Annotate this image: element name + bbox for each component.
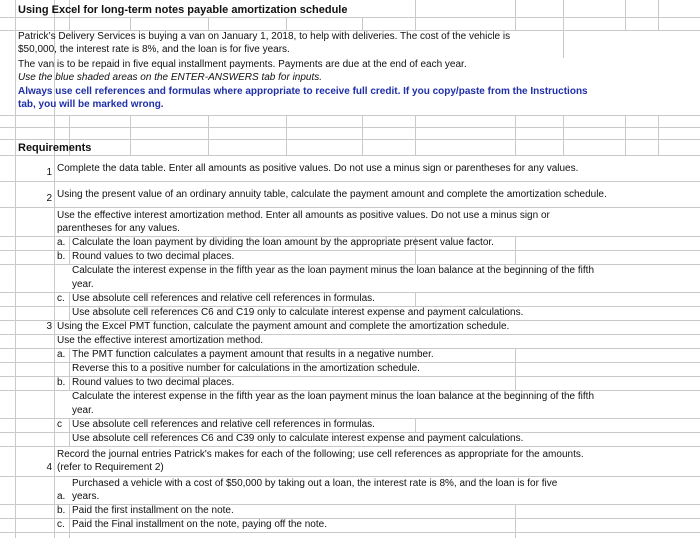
- gridline: [69, 348, 70, 390]
- item-text[interactable]: Use absolute cell references C6 and C19 only to calculate interest expense and payment calculations.: [72, 307, 524, 318]
- gridline: [69, 236, 70, 264]
- gridline: [286, 115, 287, 155]
- gridline: [362, 17, 363, 30]
- warning-text[interactable]: Always use cell references and formulas where appropriate to receive full credit. If you copy/paste from the Instructions: [18, 86, 588, 97]
- requirement-number[interactable]: 1: [46, 167, 52, 178]
- gridline: [563, 0, 564, 30]
- gridline: [658, 0, 659, 30]
- gridline: [415, 0, 416, 30]
- item-text[interactable]: Calculate the loan payment by dividing the loan amount by the appropriate present value factor.: [72, 237, 494, 248]
- warning-text[interactable]: tab, you will be marked wrong.: [18, 99, 164, 110]
- gridline: [515, 115, 516, 155]
- gridline: [625, 0, 626, 30]
- requirement-text[interactable]: Using the Excel PMT function, calculate the payment amount and complete the amortization schedule.: [57, 321, 510, 332]
- requirement-subtext[interactable]: parentheses for any values.: [57, 223, 180, 234]
- item-text[interactable]: Round values to two decimal places.: [72, 251, 235, 262]
- item-label[interactable]: b.: [57, 377, 66, 388]
- gridline: [69, 292, 70, 320]
- gridline: [0, 532, 700, 533]
- gridline: [515, 504, 516, 538]
- sheet-title[interactable]: Using Excel for long-term notes payable amortization schedule: [18, 4, 348, 16]
- gridline: [515, 348, 516, 390]
- gridline: [0, 207, 700, 208]
- item-text[interactable]: Round values to two decimal places.: [72, 377, 235, 388]
- requirement-number[interactable]: 2: [46, 193, 52, 204]
- gridline: [415, 418, 416, 432]
- requirement-subtext[interactable]: Use the effective interest amortization method. Enter all amounts as positive values. Do not use a minus sign or: [57, 210, 550, 221]
- gridline: [0, 139, 700, 140]
- gridline: [658, 115, 659, 155]
- gridline: [0, 181, 700, 182]
- scenario-line[interactable]: $50,000, the interest rate is 8%, and the loan is for five years.: [18, 44, 290, 55]
- item-text[interactable]: Use absolute cell references and relative cell references in formulas.: [72, 419, 375, 430]
- gridline: [515, 0, 516, 30]
- requirement-number[interactable]: 3: [46, 321, 52, 332]
- item-text[interactable]: Calculate the interest expense in the fifth year as the loan payment minus the loan balance at the beginning of the fifth: [72, 391, 595, 402]
- item-text[interactable]: Calculate the interest expense in the fifth year as the loan payment minus the loan balance at the beginning of the fifth: [72, 265, 595, 276]
- gridline: [515, 250, 516, 264]
- requirement-text[interactable]: (refer to Requirement 2): [57, 462, 164, 473]
- gridline: [69, 418, 70, 446]
- gridline: [563, 115, 564, 155]
- item-label[interactable]: b.: [57, 251, 66, 262]
- item-text[interactable]: year.: [72, 405, 94, 416]
- gridline: [415, 292, 416, 306]
- item-text[interactable]: Use absolute cell references and relative cell references in formulas.: [72, 293, 375, 304]
- gridline: [0, 115, 700, 116]
- item-text[interactable]: Use absolute cell references C6 and C39 only to calculate interest expense and payment calculations.: [72, 433, 524, 444]
- scenario-note[interactable]: Use the blue shaded areas on the ENTER-ANSWERS tab for inputs.: [18, 72, 323, 83]
- gridline: [625, 115, 626, 155]
- gridline: [0, 155, 700, 156]
- gridline: [0, 446, 700, 447]
- item-text[interactable]: Paid the Final installment on the note, paying off the note.: [72, 519, 327, 530]
- item-label[interactable]: b.: [57, 505, 66, 516]
- requirement-text[interactable]: Complete the data table. Enter all amounts as positive values. Do not use a minus sign or parentheses for any values.: [57, 163, 579, 174]
- gridline: [15, 0, 16, 538]
- scenario-line[interactable]: The van is to be repaid in five equal installment payments. Payments are due at the end of each year.: [18, 59, 467, 70]
- item-text[interactable]: year.: [72, 279, 94, 290]
- scenario-line[interactable]: Patrick’s Delivery Services is buying a van on January 1, 2018, to help with deliveries. The cost of the vehicle is: [18, 31, 511, 42]
- item-label[interactable]: a.: [57, 349, 66, 360]
- item-text[interactable]: years.: [72, 491, 100, 502]
- item-text[interactable]: The PMT function calculates a payment amount that results in a negative number.: [72, 349, 434, 360]
- gridline: [515, 236, 516, 250]
- gridline: [0, 476, 700, 477]
- item-label[interactable]: c: [57, 419, 62, 430]
- item-text[interactable]: Paid the first installment on the note.: [72, 505, 234, 516]
- gridline: [130, 115, 131, 155]
- item-label[interactable]: a.: [57, 491, 66, 502]
- requirement-number[interactable]: 4: [46, 462, 52, 473]
- requirement-subtext[interactable]: Use the effective interest amortization method.: [57, 335, 264, 346]
- gridline: [0, 127, 700, 128]
- gridline: [415, 115, 416, 155]
- requirement-text[interactable]: Record the journal entries Patrick's makes for each of the following; use cell references as appropriate for the amounts.: [57, 449, 584, 460]
- gridline: [69, 504, 70, 538]
- gridline: [130, 17, 131, 30]
- gridline: [0, 17, 700, 18]
- gridline: [208, 17, 209, 30]
- gridline: [563, 30, 564, 58]
- item-text[interactable]: Purchased a vehicle with a cost of $50,000 by taking out a loan, the interest rate is 8%, and the loan is for five: [72, 478, 558, 489]
- item-label[interactable]: c.: [57, 519, 65, 530]
- item-label[interactable]: c.: [57, 293, 65, 304]
- requirement-text[interactable]: Using the present value of an ordinary annuity table, calculate the payment amount and complete the amortization schedule.: [57, 189, 607, 200]
- gridline: [362, 115, 363, 155]
- gridline: [208, 115, 209, 155]
- requirements-heading[interactable]: Requirements: [18, 142, 92, 154]
- item-label[interactable]: a.: [57, 237, 66, 248]
- item-text[interactable]: Reverse this to a positive number for calculations in the amortization schedule.: [72, 363, 420, 374]
- gridline: [286, 17, 287, 30]
